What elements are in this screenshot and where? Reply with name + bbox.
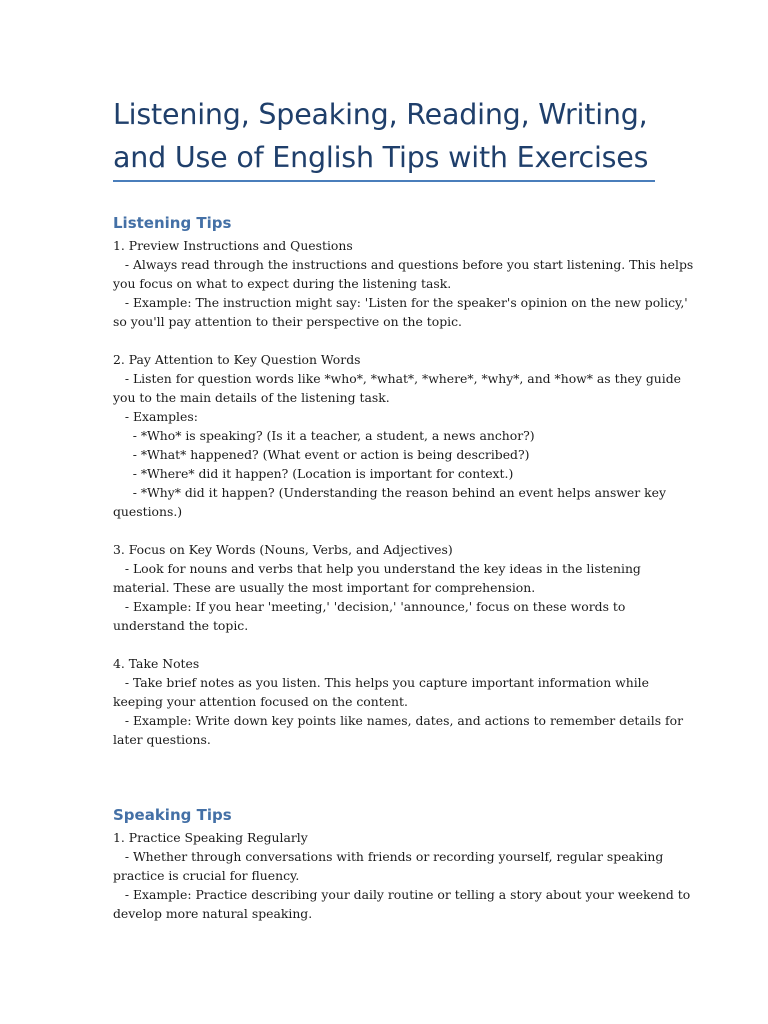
listening-tips-body [113,236,694,749]
title-divider [113,180,655,182]
text-line: - Examples: [113,409,198,424]
text-line: - *Where* did it happen? (Location is important for context.) [113,466,514,481]
text-line: later questions. [113,732,211,747]
speaking-tips-heading: Speaking Tips [113,806,232,824]
text-line [113,331,658,350]
text-line: - *What* happened? (What event or action is being described?) [113,447,530,462]
text-line: - Example: Write down key points like names, dates, and actions to remember details for [113,713,683,728]
text-line: 3. Focus on Key Words (Nouns, Verbs, and Adjectives) [113,542,453,557]
text-line: 2. Pay Attention to Key Question Words [113,352,361,367]
text-line [113,521,658,540]
text-line: you focus on what to expect during the listening task. [113,276,452,291]
text-line: material. These are usually the most important for comprehension. [113,580,536,595]
title-line: and Use of English Tips with Exercises [113,141,649,174]
document-title [113,93,658,179]
text-line: questions.) [113,504,183,519]
speaking-tips-body [113,828,691,923]
listening-tips-heading: Listening Tips [113,214,232,232]
text-line: - *Why* did it happen? (Understanding the reason behind an event helps answer key [113,485,666,500]
text-line: keeping your attention focused on the content. [113,694,408,709]
text-line: - Look for nouns and verbs that help you understand the key ideas in the listening [113,561,641,576]
text-line: 1. Preview Instructions and Questions [113,238,353,253]
text-line [113,635,658,654]
text-line: - Example: If you hear 'meeting,' 'decision,' 'announce,' focus on these words to [113,599,626,614]
text-line: - Whether through conversations with friends or recording yourself, regular speaking [113,849,664,864]
text-line: 1. Practice Speaking Regularly [113,830,308,845]
text-line: understand the topic. [113,618,249,633]
text-line: 4. Take Notes [113,656,200,671]
text-line: - Take brief notes as you listen. This helps you capture important information while [113,675,649,690]
text-line: practice is crucial for fluency. [113,868,300,883]
text-line: - Always read through the instructions and questions before you start listening. This helps [113,257,694,272]
text-line: so you'll pay attention to their perspective on the topic. [113,314,462,329]
text-line: - Listen for question words like *who*, *what*, *where*, *why*, and *how* as they guide [113,371,681,386]
text-line: - Example: The instruction might say: 'Listen for the speaker's opinion on the new policy,' [113,295,688,310]
title-line: Listening, Speaking, Reading, Writing, [113,98,648,131]
text-line: develop more natural speaking. [113,906,313,921]
text-line: you to the main details of the listening task. [113,390,390,405]
text-line: - *Who* is speaking? (Is it a teacher, a student, a news anchor?) [113,428,535,443]
text-line: - Example: Practice describing your daily routine or telling a story about your weekend to [113,887,691,902]
